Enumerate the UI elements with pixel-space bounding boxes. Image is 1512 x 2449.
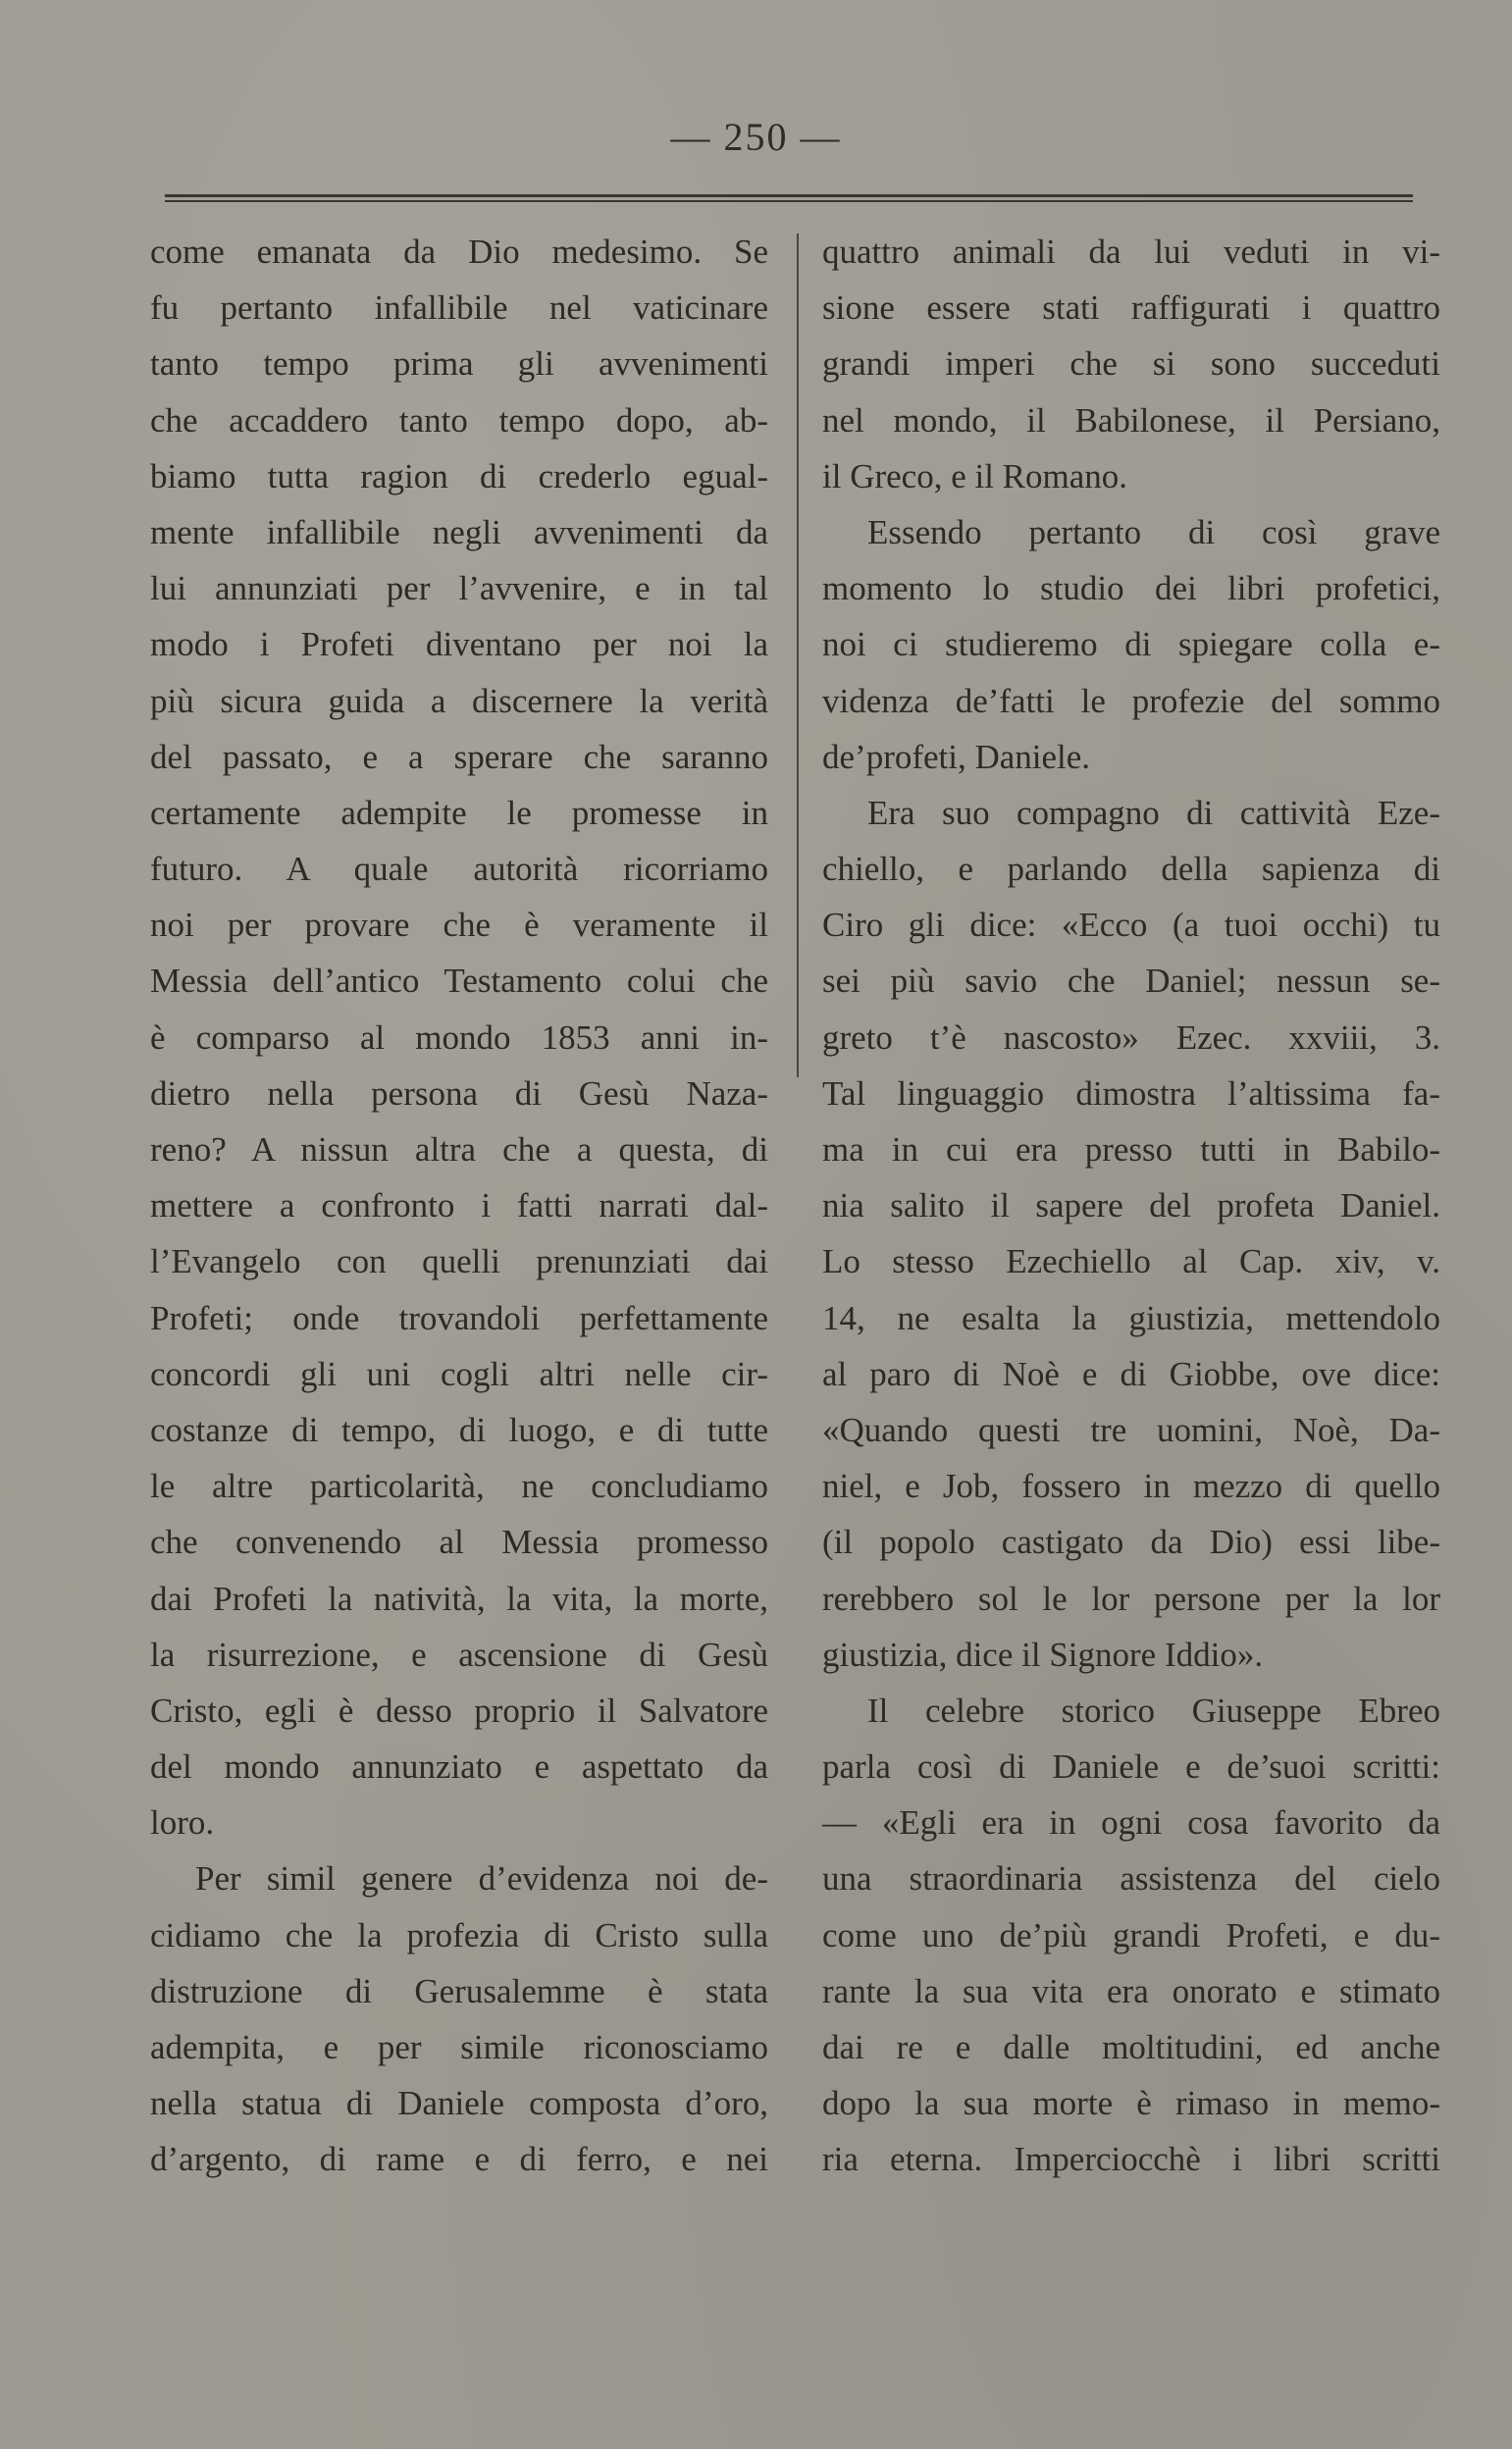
text-line: cidiamo che la profezia di Cristo sulla [150, 1915, 768, 1954]
text-line: Il celebre storico Giuseppe Ebreo [867, 1691, 1440, 1730]
text-line: Era suo compagno di cattività Eze- [867, 793, 1440, 832]
text-line: certamente adempite le promesse in [150, 793, 768, 832]
text-line: nel mondo, il Babilonese, il Persiano, [822, 400, 1440, 440]
text-line: rerebbero sol le lor persone per la lor [822, 1579, 1440, 1618]
text-line: loro. [150, 1803, 215, 1843]
text-line: adempita, e per simile riconosciamo [150, 2028, 768, 2066]
column-divider [797, 234, 799, 1077]
text-line: mente infallibile negli avvenimenti da [150, 512, 768, 551]
text-line: è comparso al mondo 1853 anni in- [150, 1017, 768, 1057]
text-line: distruzione di Gerusalemme è stata [150, 1971, 768, 2010]
text-line: del mondo annunziato e aspettato da [150, 1747, 768, 1787]
text-line: costanze di tempo, di luogo, e di tutte [150, 1410, 768, 1449]
page-number: — 250 — [670, 115, 842, 159]
text-line: parla così di Daniele e de’suoi scritti: [822, 1747, 1440, 1787]
text-line: noi per provare che è veramente il [150, 906, 768, 945]
text-line: la risurrezione, e ascensione di Gesù [150, 1635, 768, 1674]
text-line: biamo tutta ragion di crederlo egual- [150, 456, 768, 495]
text-line: noi ci studieremo di spiegare colla e- [822, 625, 1440, 664]
text-line: Essendo pertanto di così grave [867, 512, 1440, 551]
text-line: fu pertanto infallibile nel vaticinare [150, 288, 768, 328]
text-line: una straordinaria assistenza del cielo [822, 1859, 1440, 1899]
text-line: come uno de’più grandi Profeti, e du- [822, 1915, 1440, 1954]
text-line: videnza de’fatti le profezie del sommo [822, 681, 1440, 720]
text-line: come emanata da Dio medesimo. Se [150, 233, 768, 271]
text-line: modo i Profeti diventano per noi la [150, 625, 768, 664]
text-line: «Quando questi tre uomini, Noè, Da- [822, 1410, 1440, 1449]
text-line: al paro di Noè e di Giobbe, ove dice: [822, 1354, 1440, 1393]
text-line: lui annunziati per l’avvenire, e in tal [150, 569, 768, 608]
right-text-column [822, 224, 1440, 2188]
text-line: grandi imperi che si sono succeduti [822, 344, 1440, 384]
text-line: momento lo studio dei libri profetici, [822, 569, 1440, 608]
text-line: Messia dell’antico Testamento colui che [150, 962, 768, 1001]
text-line: giustizia, dice il Signore Iddio». [822, 1635, 1264, 1674]
text-line: Cristo, egli è desso proprio il Salvatore [150, 1691, 768, 1730]
text-line: d’argento, di rame e di ferro, e nei [150, 2140, 768, 2179]
text-line: dopo la sua morte è rimaso in memo- [822, 2084, 1440, 2123]
text-line: — «Egli era in ogni cosa favorito da [822, 1803, 1440, 1843]
text-line: che accaddero tanto tempo dopo, ab- [150, 400, 768, 440]
text-line: sei più savio che Daniel; nessun se- [822, 962, 1440, 1001]
text-line: concordi gli uni cogli altri nelle cir- [150, 1354, 768, 1393]
text-line: Tal linguaggio dimostra l’altissima fa- [822, 1073, 1440, 1113]
text-line: Profeti; onde trovandoli perfettamente [150, 1298, 768, 1337]
text-line: dai Profeti la natività, la vita, la morte, [150, 1579, 768, 1618]
text-line: 14, ne esalta la giustizia, mettendolo [822, 1298, 1440, 1337]
text-line: le altre particolarità, ne concludiamo [150, 1467, 768, 1506]
text-line: Lo stesso Ezechiello al Cap. xiv, v. [822, 1242, 1440, 1281]
text-line: Per simil genere d’evidenza noi de- [195, 1859, 768, 1899]
text-line: l’Evangelo con quelli prenunziati dai [150, 1242, 768, 1281]
text-line: che convenendo al Messia promesso [150, 1523, 768, 1562]
text-line: mettere a confronto i fatti narrati dal- [150, 1186, 768, 1225]
text-line: sione essere stati raffigurati i quattro [822, 288, 1440, 328]
text-line: dietro nella persona di Gesù Naza- [150, 1073, 768, 1113]
text-line: nia salito il sapere del profeta Daniel. [822, 1186, 1440, 1225]
text-line: quattro animali da lui veduti in vi- [822, 233, 1440, 271]
text-line: de’profeti, Daniele. [822, 737, 1091, 776]
text-line: ma in cui era presso tutti in Babilo- [822, 1130, 1440, 1169]
text-line: reno? A nissun altra che a questa, di [150, 1130, 768, 1169]
header-rule [165, 194, 1413, 202]
text-line: rante la sua vita era onorato e stimato [822, 1971, 1440, 2010]
text-line: più sicura guida a discernere la verità [150, 681, 768, 720]
text-line: tanto tempo prima gli avvenimenti [150, 344, 768, 384]
text-line: chiello, e parlando della sapienza di [822, 850, 1440, 889]
text-line: Ciro gli dice: «Ecco (a tuoi occhi) tu [822, 906, 1440, 945]
text-line: (il popolo castigato da Dio) essi libe- [822, 1523, 1440, 1562]
text-line: niel, e Job, fossero in mezzo di quello [822, 1467, 1440, 1506]
left-text-column [150, 224, 768, 2188]
text-line: nella statua di Daniele composta d’oro, [150, 2084, 768, 2123]
text-line: dai re e dalle moltitudini, ed anche [822, 2028, 1440, 2066]
text-line: il Greco, e il Romano. [822, 456, 1128, 495]
text-line: ria eterna. Imperciocchè i libri scritti [822, 2140, 1440, 2179]
text-line: del passato, e a sperare che saranno [150, 737, 768, 776]
text-line: greto t’è nascosto» Ezec. xxviii, 3. [822, 1017, 1440, 1057]
text-line: futuro. A quale autorità ricorriamo [150, 850, 768, 889]
